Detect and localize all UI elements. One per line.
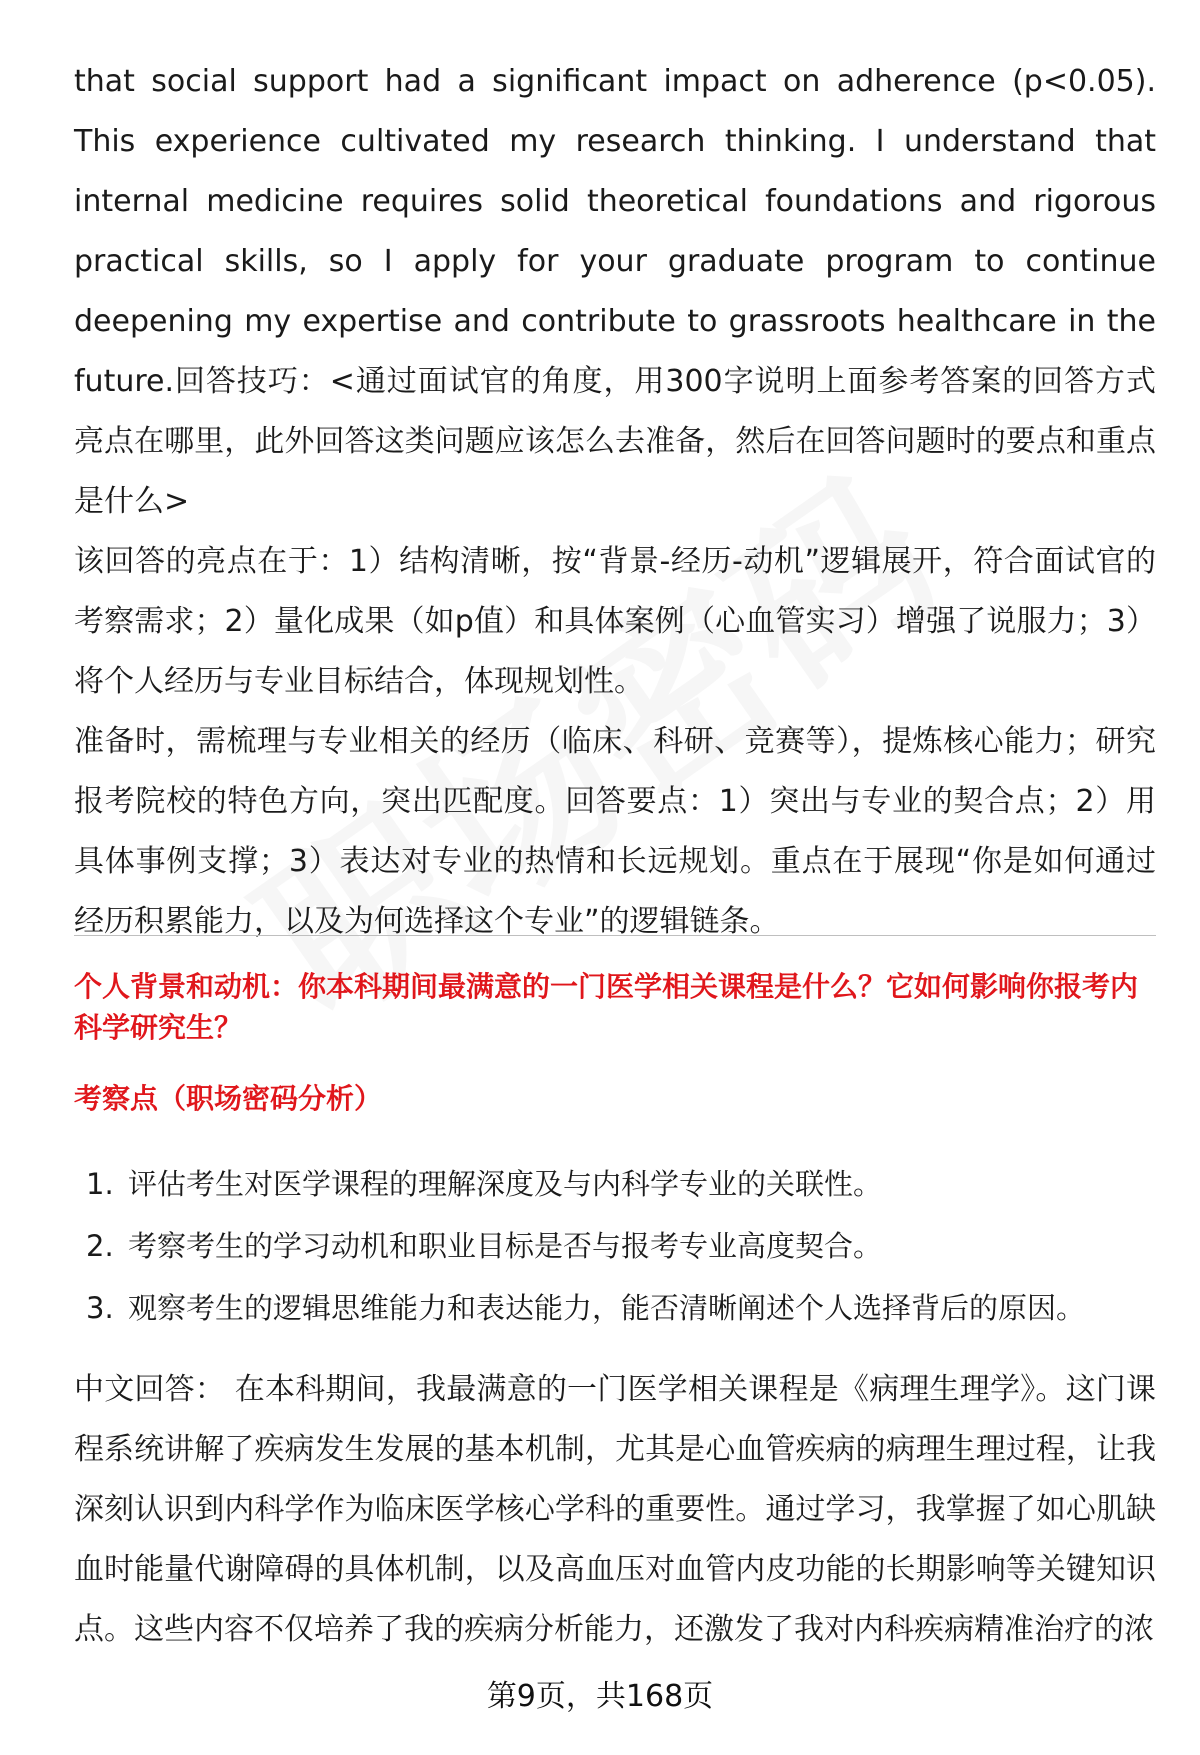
list-item-text: 观察考生的逻辑思维能力和表达能力，能否清晰阐述个人选择背后的原因。: [128, 1291, 1086, 1325]
intro-paragraph: that social support had a significant impact on adherence (p<0.05). This experience cultivated my research thinking. I understand that internal medicine requires solid theoretical foundations and rigorous practical skills, so I apply for your graduate program to continue deepening my expertise and contribute to grassroots healthcare in the future.回答技巧：<通过面试官的角度，用300字说明上面参考答案的回答方式亮点在哪里，此外回答这类问题应该怎么去准备，然后在回答问题时的要点和重点是什么>: [74, 64, 1156, 519]
question-title: 个人背景和动机：你本科期间最满意的一门医学相关课程是什么？它如何影响你报考内科学研究生？: [74, 970, 1139, 1044]
focus-points-list: [74, 1153, 1156, 1339]
list-item-text: 考察考生的学习动机和职业目标是否与报考专业高度契合。: [128, 1229, 883, 1263]
list-item-number: 3.: [86, 1291, 114, 1325]
list-item: [74, 1215, 1156, 1277]
list-item: [74, 1277, 1156, 1339]
section-divider: [74, 935, 1156, 936]
page-number: 第9页，共168页: [486, 1679, 714, 1714]
focus-heading: 考察点（职场密码分析）: [74, 1082, 383, 1115]
list-item: [74, 1153, 1156, 1215]
answer-paragraph: 中文回答： 在本科期间，我最满意的一门医学相关课程是《病理生理学》。这门课程系统讲解了疾病发生发展的基本机制，尤其是心血管疾病的病理生理过程，让我深刻认识到内科学作为临床医学核心学科的重要性。通过学习，我掌握了如心肌缺血时能量代谢障碍的具体机制，以及高血压对血管内皮功能的长期影响等关键知识点。这些内容不仅培养了我的疾病分析能力，还激发了我对内科疾病精准治疗的浓: [74, 1372, 1156, 1647]
list-item-number: 2.: [86, 1229, 114, 1263]
preparation-paragraph: 准备时，需梳理与专业相关的经历（临床、科研、竞赛等），提炼核心能力；研究报考院校的特色方向，突出匹配度。回答要点：1）突出与专业的契合点；2）用具体事例支撑；3）表达对专业的热情和长远规划。重点在于展现“你是如何通过经历积累能力，以及为何选择这个专业”的逻辑链条。: [74, 724, 1156, 939]
highlights-paragraph: 该回答的亮点在于：1）结构清晰，按“背景-经历-动机”逻辑展开，符合面试官的考察需求；2）量化成果（如p值）和具体案例（心血管实习）增强了说服力；3）将个人经历与专业目标结合，体现规划性。: [74, 544, 1156, 699]
list-item-text: 评估考生对医学课程的理解深度及与内科学专业的关联性。: [128, 1167, 883, 1201]
answer-section: [74, 1360, 1156, 1660]
list-item-number: 1.: [86, 1167, 114, 1201]
intro-section: [74, 52, 1156, 952]
